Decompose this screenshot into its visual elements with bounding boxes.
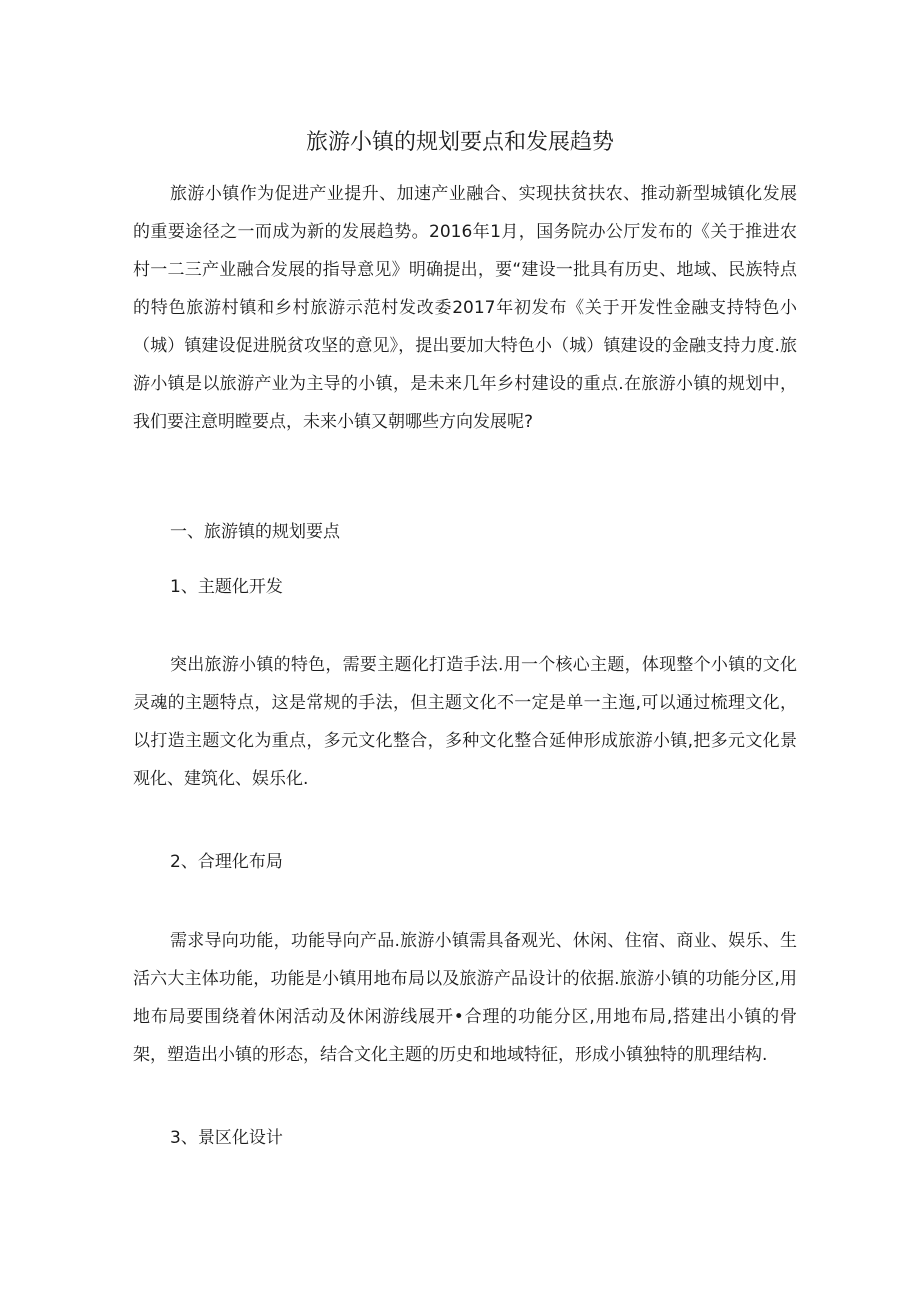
subsection-heading-theme: 1、主题化开发: [170, 577, 283, 597]
subsection-heading-layout: 2、合理化布局: [170, 852, 283, 872]
intro-paragraph: 旅游小镇作为促进产业提升、加速产业融合、实现扶贫扶农、推动新型城镇化发展的重要途径之一而成为新的发展趋势。2016年1月，国务院办公厅发布的《关于推进农村一二三产业融合发展的指导意见》明确提出，要“建设一批具有历史、地域、民族特点的特色旅游村镇和乡村旅游示范村发改委2017年初发布《关于开发性金融支持特色小（城）镇建设促进脱贫攻坚的意见》，提出要加大特色小（城）镇建设的金融支持力度.旅游小镇是以旅游产业为主导的小镇，是未来几年乡村建设的重点.在旅游小镇的规划中，我们要注意明瞠要点，未来小镇又朝哪些方向发展呢?: [133, 184, 797, 432]
section-heading-planning-points: 一、旅游镇的规划要点: [170, 522, 340, 542]
subsection-heading-scenic-design: 3、景区化设计: [170, 1128, 283, 1148]
subsection-body-layout: 需求导向功能，功能导向产品.旅游小镇需具备观光、休闲、住宿、商业、娱乐、生活六大主体功能，功能是小镇用地布局以及旅游产品设计的依据.旅游小镇的功能分区,用地布局要围绕着休闲活动及休闲游线展开•合理的功能分区,用地布局,搭建出小镇的骨架，塑造出小镇的形态，结合文化主题的历史和地域特征，形成小镇独特的肌理结构.: [133, 931, 797, 1065]
subsection-body-theme: 突出旅游小镇的特色，需要主题化打造手法.用一个核心主题，体现整个小镇的文化灵魂的主题特点，这是常规的手法，但主题文化不一定是单一主迤,可以通过梳理文化，以打造主题文化为重点，多元文化整合，多种文化整合延伸形成旅游小镇,把多元文化景观化、建筑化、娱乐化.: [133, 655, 797, 789]
document-title: 旅游小镇的规划要点和发展趋势: [305, 130, 614, 155]
